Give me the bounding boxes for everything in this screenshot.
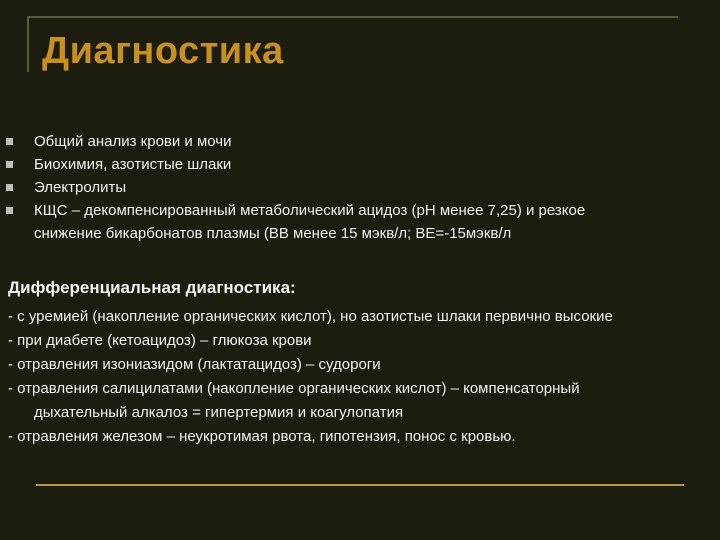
differential-heading: Дифференциальная диагностика: bbox=[8, 278, 296, 297]
diagnostics-item bbox=[0, 130, 694, 153]
diagnostics-item-text-continued: снижение бикарбонатов плазмы (ВВ менее 15 мэкв/л; ВЕ=-15мэкв/л bbox=[34, 225, 512, 242]
differential-item bbox=[8, 377, 708, 425]
differential-item bbox=[8, 329, 708, 353]
diagnostics-item-text: КЩС – декомпенсированный метаболический ацидоз (рН менее 7,25) и резкое bbox=[34, 202, 586, 219]
differential-list bbox=[8, 305, 708, 449]
differential-item-text: - отравления салицилатами (накопление органических кислот) – компенсаторный bbox=[8, 380, 580, 397]
bottom-divider bbox=[36, 484, 684, 486]
slide-title: Диагностика bbox=[42, 30, 284, 72]
diagnostics-list bbox=[0, 130, 694, 245]
diagnostics-item-text: Общий анализ крови и мочи bbox=[34, 133, 232, 150]
diagnostics-item bbox=[0, 153, 694, 176]
diagnostics-item-text: Биохимия, азотистые шлаки bbox=[34, 156, 232, 173]
differential-item-text: - отравления железом – неукротимая рвота, гипотензия, понос с кровью. bbox=[8, 428, 516, 445]
square-bullet-icon bbox=[6, 161, 13, 168]
differential-item bbox=[8, 425, 708, 449]
diagnostics-item bbox=[0, 199, 694, 245]
square-bullet-icon bbox=[6, 184, 13, 191]
differential-item-text-continued: дыхательный алкалоз = гипертермия и коагулопатия bbox=[34, 404, 404, 421]
diagnostics-item-text: Электролиты bbox=[34, 179, 127, 196]
differential-item-text: - отравления изониазидом (лактатацидоз) – судороги bbox=[8, 356, 381, 373]
diagnostics-item bbox=[0, 176, 694, 199]
frame-top-line bbox=[27, 16, 678, 18]
frame-left-line bbox=[27, 16, 29, 72]
differential-item-text: - с уремией (накопление органических кислот), но азотистые шлаки первично высокие bbox=[8, 308, 613, 325]
differential-item bbox=[8, 353, 708, 377]
square-bullet-icon bbox=[6, 207, 13, 214]
differential-item bbox=[8, 305, 708, 329]
differential-item-text: - при диабете (кетоацидоз) – глюкоза крови bbox=[8, 332, 312, 349]
square-bullet-icon bbox=[6, 138, 13, 145]
